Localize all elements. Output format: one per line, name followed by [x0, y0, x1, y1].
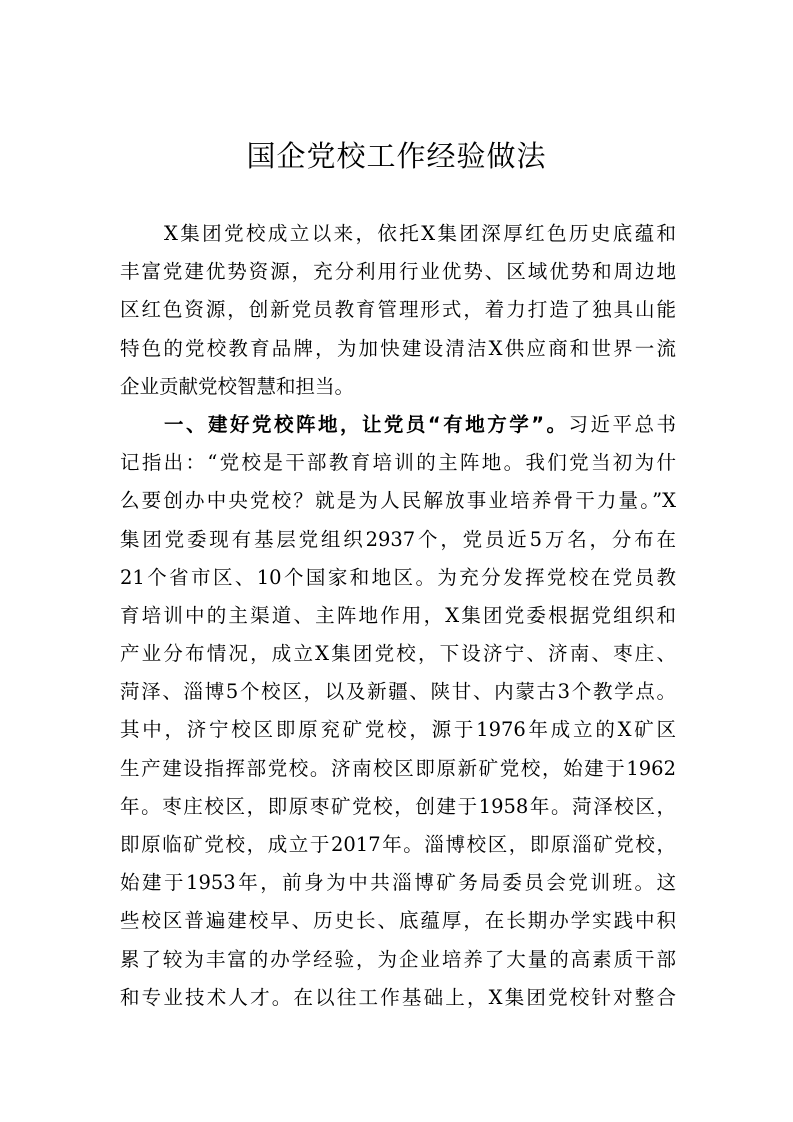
- paragraph-line: 集团党委现有基层党组织2937个，党员近5万名，分布在: [120, 527, 676, 551]
- document-title: 国企党校工作经验做法: [246, 139, 547, 173]
- paragraph-line: 区红色资源，创新党员教育管理形式，着力打造了独具山能: [120, 298, 676, 322]
- section-one-paragraph: [120, 406, 676, 1017]
- paragraph-line: 即原临矿党校，成立于2017年。淄博校区，即原淄矿党校，: [120, 833, 676, 856]
- document-body: [120, 215, 676, 1017]
- paragraph-line: 特色的党校教育品牌，为加快建设清洁X供应商和世界一流: [120, 336, 676, 360]
- paragraph-line: [120, 406, 676, 444]
- paragraph-line: 些校区普遍建校早、历史长、底蕴厚，在长期办学实践中积: [120, 909, 676, 933]
- paragraph-line: 育培训中的主渠道、主阵地作用，X集团党委根据党组织和: [120, 603, 676, 627]
- paragraph-line: X集团党校成立以来，依托X集团深厚红色历史底蕴和: [164, 222, 676, 245]
- paragraph-line: 和专业技术人才。在以往工作基础上，X集团党校针对整合: [120, 985, 676, 1009]
- paragraph-line: 21个省市区、10个国家和地区。为充分发挥党校在党员教: [120, 565, 676, 589]
- paragraph-line: 企业贡献党校智慧和担当。: [120, 374, 355, 398]
- paragraph-line: 么要创办中央党校？就是为人民解放事业培养骨干力量。”X: [120, 489, 676, 513]
- heading-line-rest: 习近平总书: [568, 412, 676, 436]
- intro-paragraph: [120, 215, 676, 406]
- paragraph-line: 菏泽、淄博5个校区，以及新疆、陕甘、内蒙古3个教学点。: [120, 680, 676, 704]
- paragraph-line: 累了较为丰富的办学经验，为企业培养了大量的高素质干部: [120, 947, 676, 971]
- section-heading: 一、建好党校阵地，让党员“有地方学”。: [164, 412, 569, 436]
- paragraph-line: 记指出：“党校是干部教育培训的主阵地。我们党当初为什: [120, 451, 676, 475]
- paragraph-line: 生产建设指挥部党校。济南校区即原新矿党校，始建于1962: [120, 756, 676, 780]
- paragraph-line: 丰富党建优势资源，充分利用行业优势、区域优势和周边地: [120, 260, 676, 284]
- paragraph-line: 年。枣庄校区，即原枣矿党校，创建于1958年。菏泽校区，: [120, 794, 676, 818]
- paragraph-line: 产业分布情况，成立X集团党校，下设济宁、济南、枣庄、: [120, 642, 676, 666]
- paragraph-line: 其中，济宁校区即原兖矿党校，源于1976年成立的X矿区: [120, 718, 676, 742]
- paragraph-line: 始建于1953年，前身为中共淄博矿务局委员会党训班。这: [120, 871, 676, 895]
